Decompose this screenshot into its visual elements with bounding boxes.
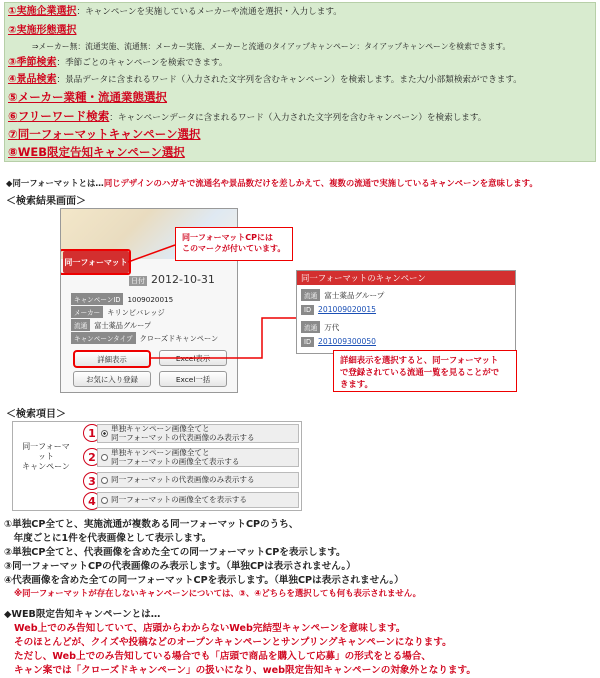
- feature-4: ④景品検索：景品データに含まれるワード（入力された文字列を含むキャンペーン）を検索します。また大/小部類検索ができます。: [8, 74, 522, 85]
- feature-6-title: フリーワード検索: [17, 109, 110, 123]
- explanation-2: ②単独CP全てと、代表画像を含めた全ての同一フォーマットCPを表示します。: [4, 547, 346, 558]
- explanation-note: ※同一フォーマットが存在しないキャンペーンについては、③、④どちらを選択しても何も表示されません。: [14, 588, 421, 598]
- panel-row-id-1[interactable]: ID 201009020015: [301, 305, 376, 315]
- excel-view-button[interactable]: Excel表示: [159, 350, 227, 366]
- option-4-radio[interactable]: 同一フォーマットの画像全てを表示する: [97, 492, 299, 508]
- option-2-radio[interactable]: 単独キャンペーン画像全てと 同一フォーマットの画像全て表示する: [97, 448, 299, 467]
- web-line-2: そのほとんどが、クイズや投稿などのオープンキャンペーンとサンプリングキャンペーンになります。: [14, 637, 452, 648]
- feature-3: ③季節検索：季節ごとのキャンペーンを検索できます。: [8, 57, 228, 68]
- explanation-4: ④代表画像を含めた全ての同一フォーマットCPを表示します。（単独CPは表示されません。）: [4, 575, 404, 586]
- result-date: 日付 2012-10-31: [131, 273, 215, 286]
- feature-8-title: WEB限定告知キャンペーン選択: [17, 145, 185, 159]
- feature-6: ⑥フリーワード検索：キャンペーンデータに含まれるワード（入力された文字列を含むキャンペーン）を検索します。: [8, 109, 487, 123]
- search-result-heading: ＜検索結果画面＞: [6, 196, 86, 207]
- same-format-badge: 同一フォーマット: [63, 251, 129, 273]
- same-format-note-text: 同じデザインのハガキで流通名や景品数だけを差しかえて、複数の流通で実施しているキャンペーンを意味します。: [103, 178, 538, 188]
- badge-callout: 同一フォーマットCPには このマークが付いています。: [175, 227, 293, 261]
- radio-icon[interactable]: [101, 454, 108, 461]
- result-row-id: キャンペーンID 1009020015: [71, 293, 173, 305]
- web-line-4: キャン案では「クローズドキャンペーン」の扱いになり、web限定告知キャンペーンの対象外となります。: [14, 665, 476, 676]
- favorite-button[interactable]: お気に入り登録: [73, 371, 151, 387]
- radio-icon[interactable]: [101, 477, 108, 484]
- feature-2: ②実施形態選択: [8, 25, 77, 36]
- feature-3-title: 季節検索: [16, 57, 57, 68]
- form-label: 同一フォーマ ット キャンペーン: [22, 442, 70, 471]
- option-4-number: 4: [83, 492, 101, 510]
- web-heading: ◆WEB限定告知キャンペーンとは…: [4, 609, 161, 620]
- web-line-3: ただし、Web上でのみ告知している場合でも「店頭で商品を購入して応募」の形式をとる場合、: [14, 651, 431, 662]
- feature-2-title: 実施形態選択: [16, 25, 77, 36]
- feature-4-title: 景品検索: [16, 74, 57, 85]
- same-format-form: [12, 421, 302, 511]
- explanation-1b: 年度ごとに1件を代表画像として表示します。: [4, 533, 212, 544]
- feature-7-title: 同一フォーマットキャンペーン選択: [17, 127, 201, 141]
- feature-1: ①実施企業選択：キャンペーンを実施しているメーカーや流通を選択・入力します。: [8, 6, 342, 17]
- result-row-maker: メーカー キリンビバレッジ: [71, 306, 165, 318]
- result-row-retailer: 流通 富士薬品グループ: [71, 319, 151, 331]
- feature-5-title: メーカー業種・流通業態選択: [17, 90, 168, 104]
- excel-bulk-button[interactable]: Excel一括: [159, 371, 227, 387]
- same-format-panel-title: 同一フォーマットのキャンペーン: [297, 271, 515, 285]
- option-3-radio[interactable]: 同一フォーマットの代表画像のみ表示する: [97, 472, 299, 488]
- feature-8: ⑧WEB限定告知キャンペーン選択: [8, 145, 185, 159]
- panel-row-retailer-2: 流通 万代: [301, 321, 339, 333]
- feature-5: ⑤メーカー業種・流通業態選択: [8, 90, 168, 104]
- search-items-heading: ＜検索項目＞: [6, 409, 66, 420]
- option-1-radio[interactable]: 単独キャンペーン画像全てと 同一フォーマットの代表画像のみ表示する: [97, 424, 299, 443]
- radio-checked-icon[interactable]: [101, 430, 108, 437]
- option-2-number: 2: [83, 448, 101, 466]
- same-format-note-label: ◆同一フォーマットとは…: [6, 178, 104, 188]
- feature-2-sub: ⇒メーカー無：流通実施、流通無：メーカー実施、メーカーと流通のタイアップキャンペーン：タイアップキャンペーンを検索できます。: [32, 42, 511, 51]
- web-line-1: Web上でのみ告知していて、店頭からわからないWeb完結型キャンペーンを意味します。: [14, 623, 406, 634]
- result-row-type: キャンペーンタイプ クローズドキャンペーン: [71, 332, 218, 344]
- detail-callout: 詳細表示を選択すると、同一フォーマット で登録されている流通一覧を見ることがで きます。: [333, 350, 517, 392]
- explanation-3: ③同一フォーマットCPの代表画像のみ表示します。（単独CPは表示されません。）: [4, 561, 356, 572]
- panel-row-retailer-1: 流通 富士薬品グループ: [301, 289, 384, 301]
- radio-icon[interactable]: [101, 497, 108, 504]
- option-3-number: 3: [83, 472, 101, 490]
- panel-row-id-2[interactable]: ID 201009300050: [301, 337, 376, 347]
- option-1-number: 1: [83, 424, 101, 442]
- feature-3-desc: ：季節ごとのキャンペーンを検索できます。: [56, 58, 228, 68]
- detail-button[interactable]: 詳細表示: [73, 350, 151, 368]
- explanation-1: ①単独CP全てと、実施流通が複数ある同一フォーマットCPのうち、: [4, 519, 299, 530]
- feature-7: ⑦同一フォーマットキャンペーン選択: [8, 127, 201, 141]
- feature-1-desc: ：キャンペーンを実施しているメーカーや流通を選択・入力します。: [76, 7, 342, 17]
- feature-1-title: 実施企業選択: [16, 6, 77, 17]
- feature-4-desc: ：景品データに含まれるワード（入力された文字列を含むキャンペーン）を検索します。また大/小部類検索ができます。: [56, 75, 522, 85]
- feature-6-desc: ：キャンペーンデータに含まれるワード（入力された文字列を含むキャンペーン）を検索します。: [109, 113, 487, 123]
